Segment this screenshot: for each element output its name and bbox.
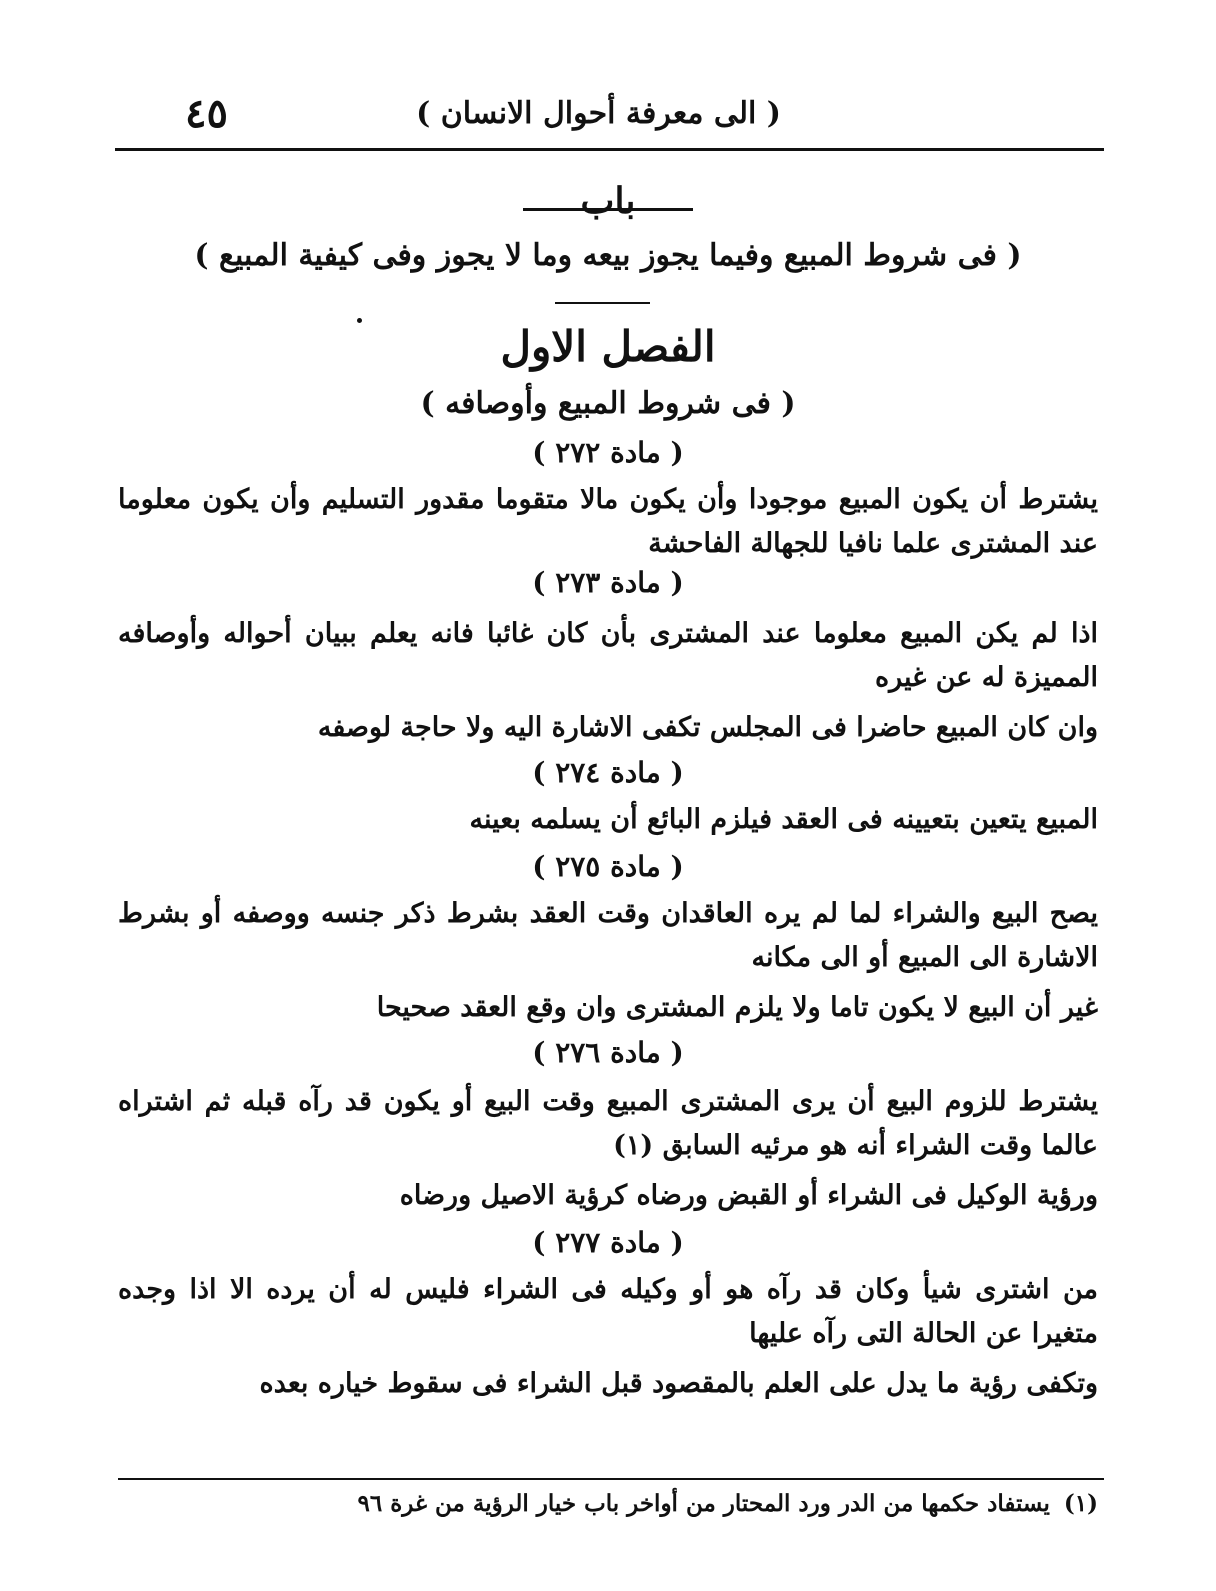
article-title: ( مادة ٢٧٢ ) xyxy=(532,436,684,469)
article-title: ( مادة ٢٧٦ ) xyxy=(532,1036,684,1069)
article-title: ( مادة ٢٧٧ ) xyxy=(532,1226,684,1259)
article-paragraph: وان كان المبيع حاضرا فى المجلس تكفى الاشارة اليه ولا حاجة لوصفه xyxy=(317,712,1098,743)
article-title: ( مادة ٢٧٣ ) xyxy=(532,566,684,599)
article-paragraph: يشترط أن يكون المبيع موجودا وأن يكون مالا متقوما مقدور التسليم وأن يكون معلوما عند المشترى علما نافيا للجهالة الفاحشة xyxy=(118,484,1098,559)
header-rule xyxy=(115,148,1104,151)
page-number: ٤٥ xyxy=(185,90,228,137)
footnote xyxy=(118,1490,1098,1517)
article-paragraph: يصح البيع والشراء لما لم يره العاقدان وقت العقد بشرط ذكر جنسه ووصفه أو بشرط الاشارة الى المبيع أو الى مكانه xyxy=(118,898,1098,973)
footnote-rule xyxy=(118,1478,1104,1480)
chapter-subtitle: ( فى شروط المبيع وفيما يجوز بيعه وما لا يجوز وفى كيفية المبيع ) xyxy=(194,238,1022,273)
article-paragraph: ورؤية الوكيل فى الشراء أو القبض ورضاه كرؤية الاصيل ورضاه xyxy=(399,1180,1098,1211)
article-paragraph: وتكفى رؤية ما يدل على العلم بالمقصود قبل الشراء فى سقوط خياره بعده xyxy=(259,1368,1098,1399)
footnote-marker: (١) xyxy=(1063,1490,1098,1517)
article-title: ( مادة ٢٧٤ ) xyxy=(532,756,684,789)
article-paragraph: من اشترى شيأ وكان قد رآه هو أو وكيله فى الشراء فليس له أن يرده الا اذا وجده متغيرا عن الحالة التى رآه عليها xyxy=(118,1274,1098,1349)
chapter-label: باب xyxy=(0,180,1216,211)
section-title: الفصل الاول xyxy=(500,322,716,371)
page-header xyxy=(115,88,1101,148)
section-subtitle: ( فى شروط المبيع وأوصافه ) xyxy=(420,386,796,421)
article-paragraph: يشترط للزوم البيع أن يرى المشترى المبيع وقت البيع أو يكون قد رآه قبله ثم اشتراه عالما وقت الشراء أنه هو مرئيه السابق (١) xyxy=(118,1086,1098,1161)
chapter-divider xyxy=(555,302,650,304)
article-paragraph: المبيع يتعين بتعيينه فى العقد فيلزم البائع أن يسلمه بعينه xyxy=(469,804,1098,835)
article-paragraph: اذا لم يكن المبيع معلوما عند المشترى بأن كان غائبا فانه يعلم ببيان أحواله وأوصافه المميزة له عن غيره xyxy=(118,618,1098,693)
article-title: ( مادة ٢٧٥ ) xyxy=(532,850,684,883)
article-paragraph: غير أن البيع لا يكون تاما ولا يلزم المشترى وان وقع العقد صحيحا xyxy=(376,992,1098,1023)
footnote-text: يستفاد حكمها من الدر ورد المحتار من أواخر باب خيار الرؤية من غرة ٩٦ xyxy=(357,1490,1050,1517)
running-title: ( الى معرفة أحوال الانسان ) xyxy=(416,96,781,131)
